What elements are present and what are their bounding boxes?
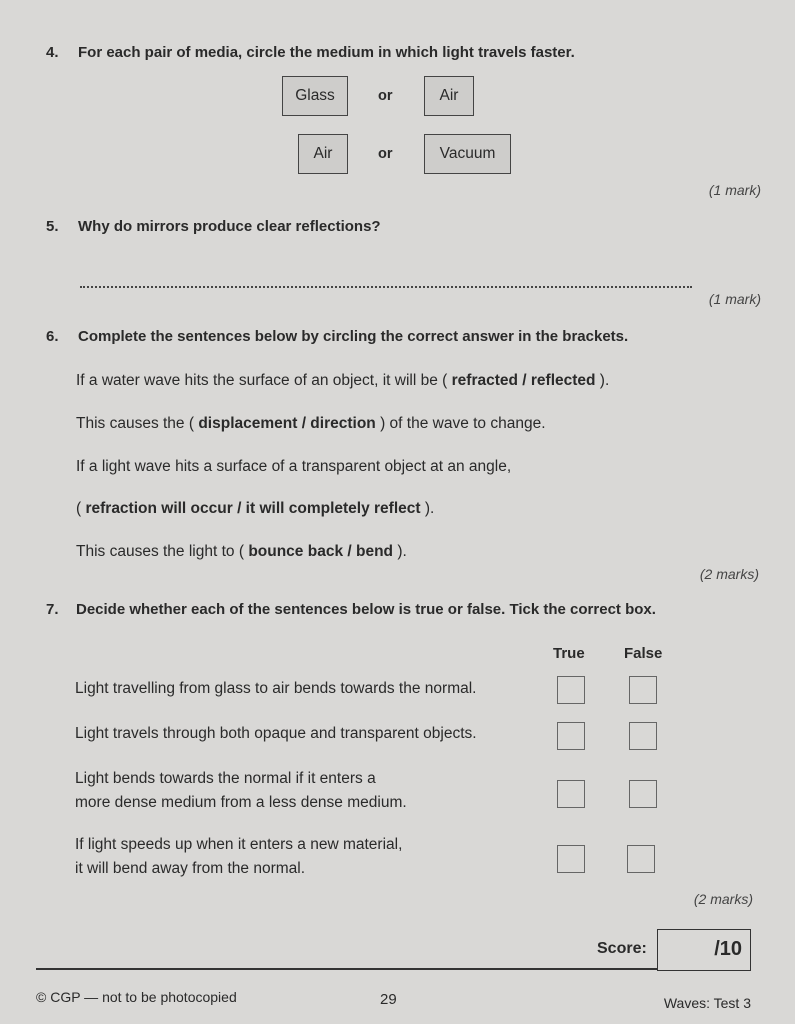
q6-s1-pre: If a water wave hits the surface of an object, it will be ( (76, 372, 452, 389)
q6-s2-options[interactable]: displacement / direction (198, 415, 376, 432)
q4-pair1-or: or (378, 88, 393, 104)
footer-section: Waves: Test 3 (663, 995, 751, 1011)
q6-s1-options[interactable]: refracted / reflected (451, 372, 596, 389)
q6-sentence-1 (76, 372, 609, 390)
q7-s3-line1: Light bends towards the normal if it enters a (75, 770, 376, 787)
q6-s2-pre: This causes the ( (76, 415, 199, 432)
q7-s4-false-checkbox[interactable] (627, 845, 655, 873)
score-total: /10 (714, 938, 742, 960)
q6-s4-post: ). (420, 500, 435, 517)
q4-marks: (1 mark) (708, 182, 761, 198)
q7-true-header: True (553, 645, 585, 662)
page-number: 29 (380, 991, 397, 1008)
q6-sentence-4 (76, 500, 434, 518)
q4-pair2-left-option[interactable]: Air (298, 134, 348, 174)
q6-sentence-2 (76, 415, 546, 433)
q6-s5-pre: This causes the light to ( (76, 543, 249, 560)
question-6-text: Complete the sentences below by circling the correct answer in the brackets. (78, 328, 629, 345)
q7-s3-false-checkbox[interactable] (629, 780, 657, 808)
q7-statement-1: Light travelling from glass to air bends towards the normal. (75, 680, 477, 697)
q6-s1-post: ). (595, 372, 610, 389)
q7-false-header: False (624, 645, 663, 662)
q7-s4-true-checkbox[interactable] (557, 845, 585, 873)
q7-s2-false-checkbox[interactable] (629, 722, 657, 750)
q4-pair1-right-option[interactable]: Air (424, 76, 474, 116)
q7-statement-2: Light travels through both opaque and transparent objects. (75, 725, 477, 742)
q7-s1-false-checkbox[interactable] (629, 676, 657, 704)
question-5-number: 5. (46, 218, 59, 235)
q7-s4-line2: it will bend away from the normal. (75, 860, 306, 877)
question-5-text: Why do mirrors produce clear reflections? (78, 218, 381, 235)
q6-s3-pre: If a light wave hits a surface of a transparent object at an angle, (76, 458, 512, 475)
footer-divider (36, 968, 658, 970)
q5-marks: (1 mark) (708, 291, 761, 307)
q7-statement-4 (75, 833, 402, 881)
score-label: Score: (597, 940, 647, 957)
q4-pair2-right-option[interactable]: Vacuum (424, 134, 511, 174)
q4-pair2-or: or (378, 146, 393, 162)
q7-s2-true-checkbox[interactable] (557, 722, 585, 750)
q7-s3-true-checkbox[interactable] (557, 780, 585, 808)
q6-marks: (2 marks) (699, 566, 759, 582)
question-4-text: For each pair of media, circle the medium in which light travels faster. (78, 44, 575, 61)
q7-marks: (2 marks) (693, 891, 753, 907)
question-6-number: 6. (46, 328, 59, 345)
footer-copyright: © CGP — not to be photocopied (36, 989, 237, 1005)
q7-s4-line1: If light speeds up when it enters a new material, (75, 836, 403, 853)
q6-s2-post: ) of the wave to change. (375, 415, 546, 432)
question-7-number: 7. (46, 601, 59, 618)
q6-s5-options[interactable]: bounce back / bend (248, 543, 394, 560)
q6-s4-pre: ( (76, 500, 86, 517)
q7-s3-line2: more dense medium from a less dense medium. (75, 794, 407, 811)
question-7-text: Decide whether each of the sentences below is true or false. Tick the correct box. (76, 601, 656, 618)
q4-pair1-left-option[interactable]: Glass (282, 76, 348, 116)
score-box[interactable] (657, 929, 751, 971)
q6-s5-post: ). (393, 543, 407, 560)
question-4-number: 4. (46, 44, 59, 61)
q6-s4-options[interactable]: refraction will occur / it will completely reflect (85, 500, 421, 517)
q6-sentence-3 (76, 458, 511, 476)
q7-s1-true-checkbox[interactable] (557, 676, 585, 704)
q7-statement-3 (75, 767, 407, 815)
q5-answer-line[interactable] (80, 286, 692, 288)
q6-sentence-5 (76, 543, 407, 561)
